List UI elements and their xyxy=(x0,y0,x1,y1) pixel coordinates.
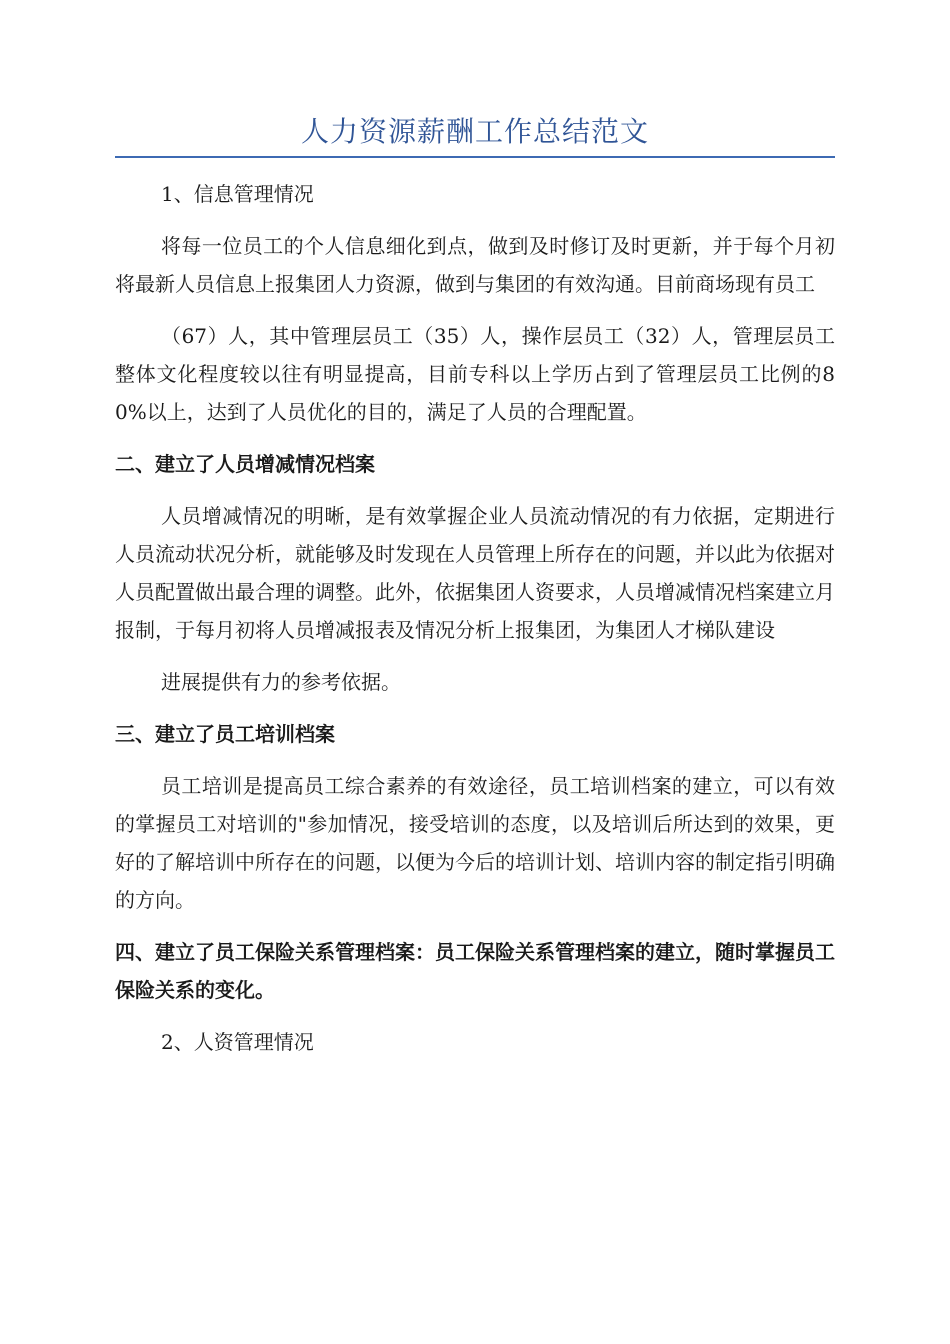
section-1-heading: 1、信息管理情况 xyxy=(161,182,314,206)
section-2-heading: 2、人资管理情况 xyxy=(161,1030,314,1054)
heading-staff-change-archive: 二、建立了人员增减情况档案 xyxy=(115,452,375,476)
paragraph-staff-change: 人员增减情况的明晰，是有效掌握企业人员流动情况的有力依据，定期进行人员流动状况分析，就能够及时发现在人员管理上所存在的问题，并以此为依据对人员配置做出最合理的调整。此外，依据集团人资要求，人员增减情况档案建立月报制，于每月初将人员增减报表及情况分析上报集团，为集团人才梯队建设 xyxy=(115,504,835,642)
paragraph-training: 员工培训是提高员工综合素养的有效途径，员工培训档案的建立，可以有效的掌握员工对培训的"参加情况，接受培训的态度，以及培训后所达到的效果，更好的了解培训中所存在的问题，以便为今后的培训计划、培训内容的制定指引明确的方向。 xyxy=(115,774,835,912)
paragraph-info-management: 将每一位员工的个人信息细化到点，做到及时修订及时更新，并于每个月初将最新人员信息上报集团人力资源，做到与集团的有效沟通。目前商场现有员工 xyxy=(115,234,835,296)
paragraph-staff-change-cont: 进展提供有力的参考依据。 xyxy=(161,670,401,694)
document-title: 人力资源薪酬工作总结范文 xyxy=(300,115,649,148)
title-block xyxy=(115,112,835,158)
heading-insurance-archive: 四、建立了员工保险关系管理档案：员工保险关系管理档案的建立，随时掌握员工保险关系的变化。 xyxy=(115,940,835,1002)
document-body xyxy=(115,175,835,1061)
paragraph-staff-count: （67）人，其中管理层员工（35）人，操作层员工（32）人，管理层员工整体文化程度较以往有明显提高，目前专科以上学历占到了管理层员工比例的80%以上，达到了人员优化的目的，满足了人员的合理配置。 xyxy=(115,324,835,424)
heading-training-archive: 三、建立了员工培训档案 xyxy=(115,722,335,746)
